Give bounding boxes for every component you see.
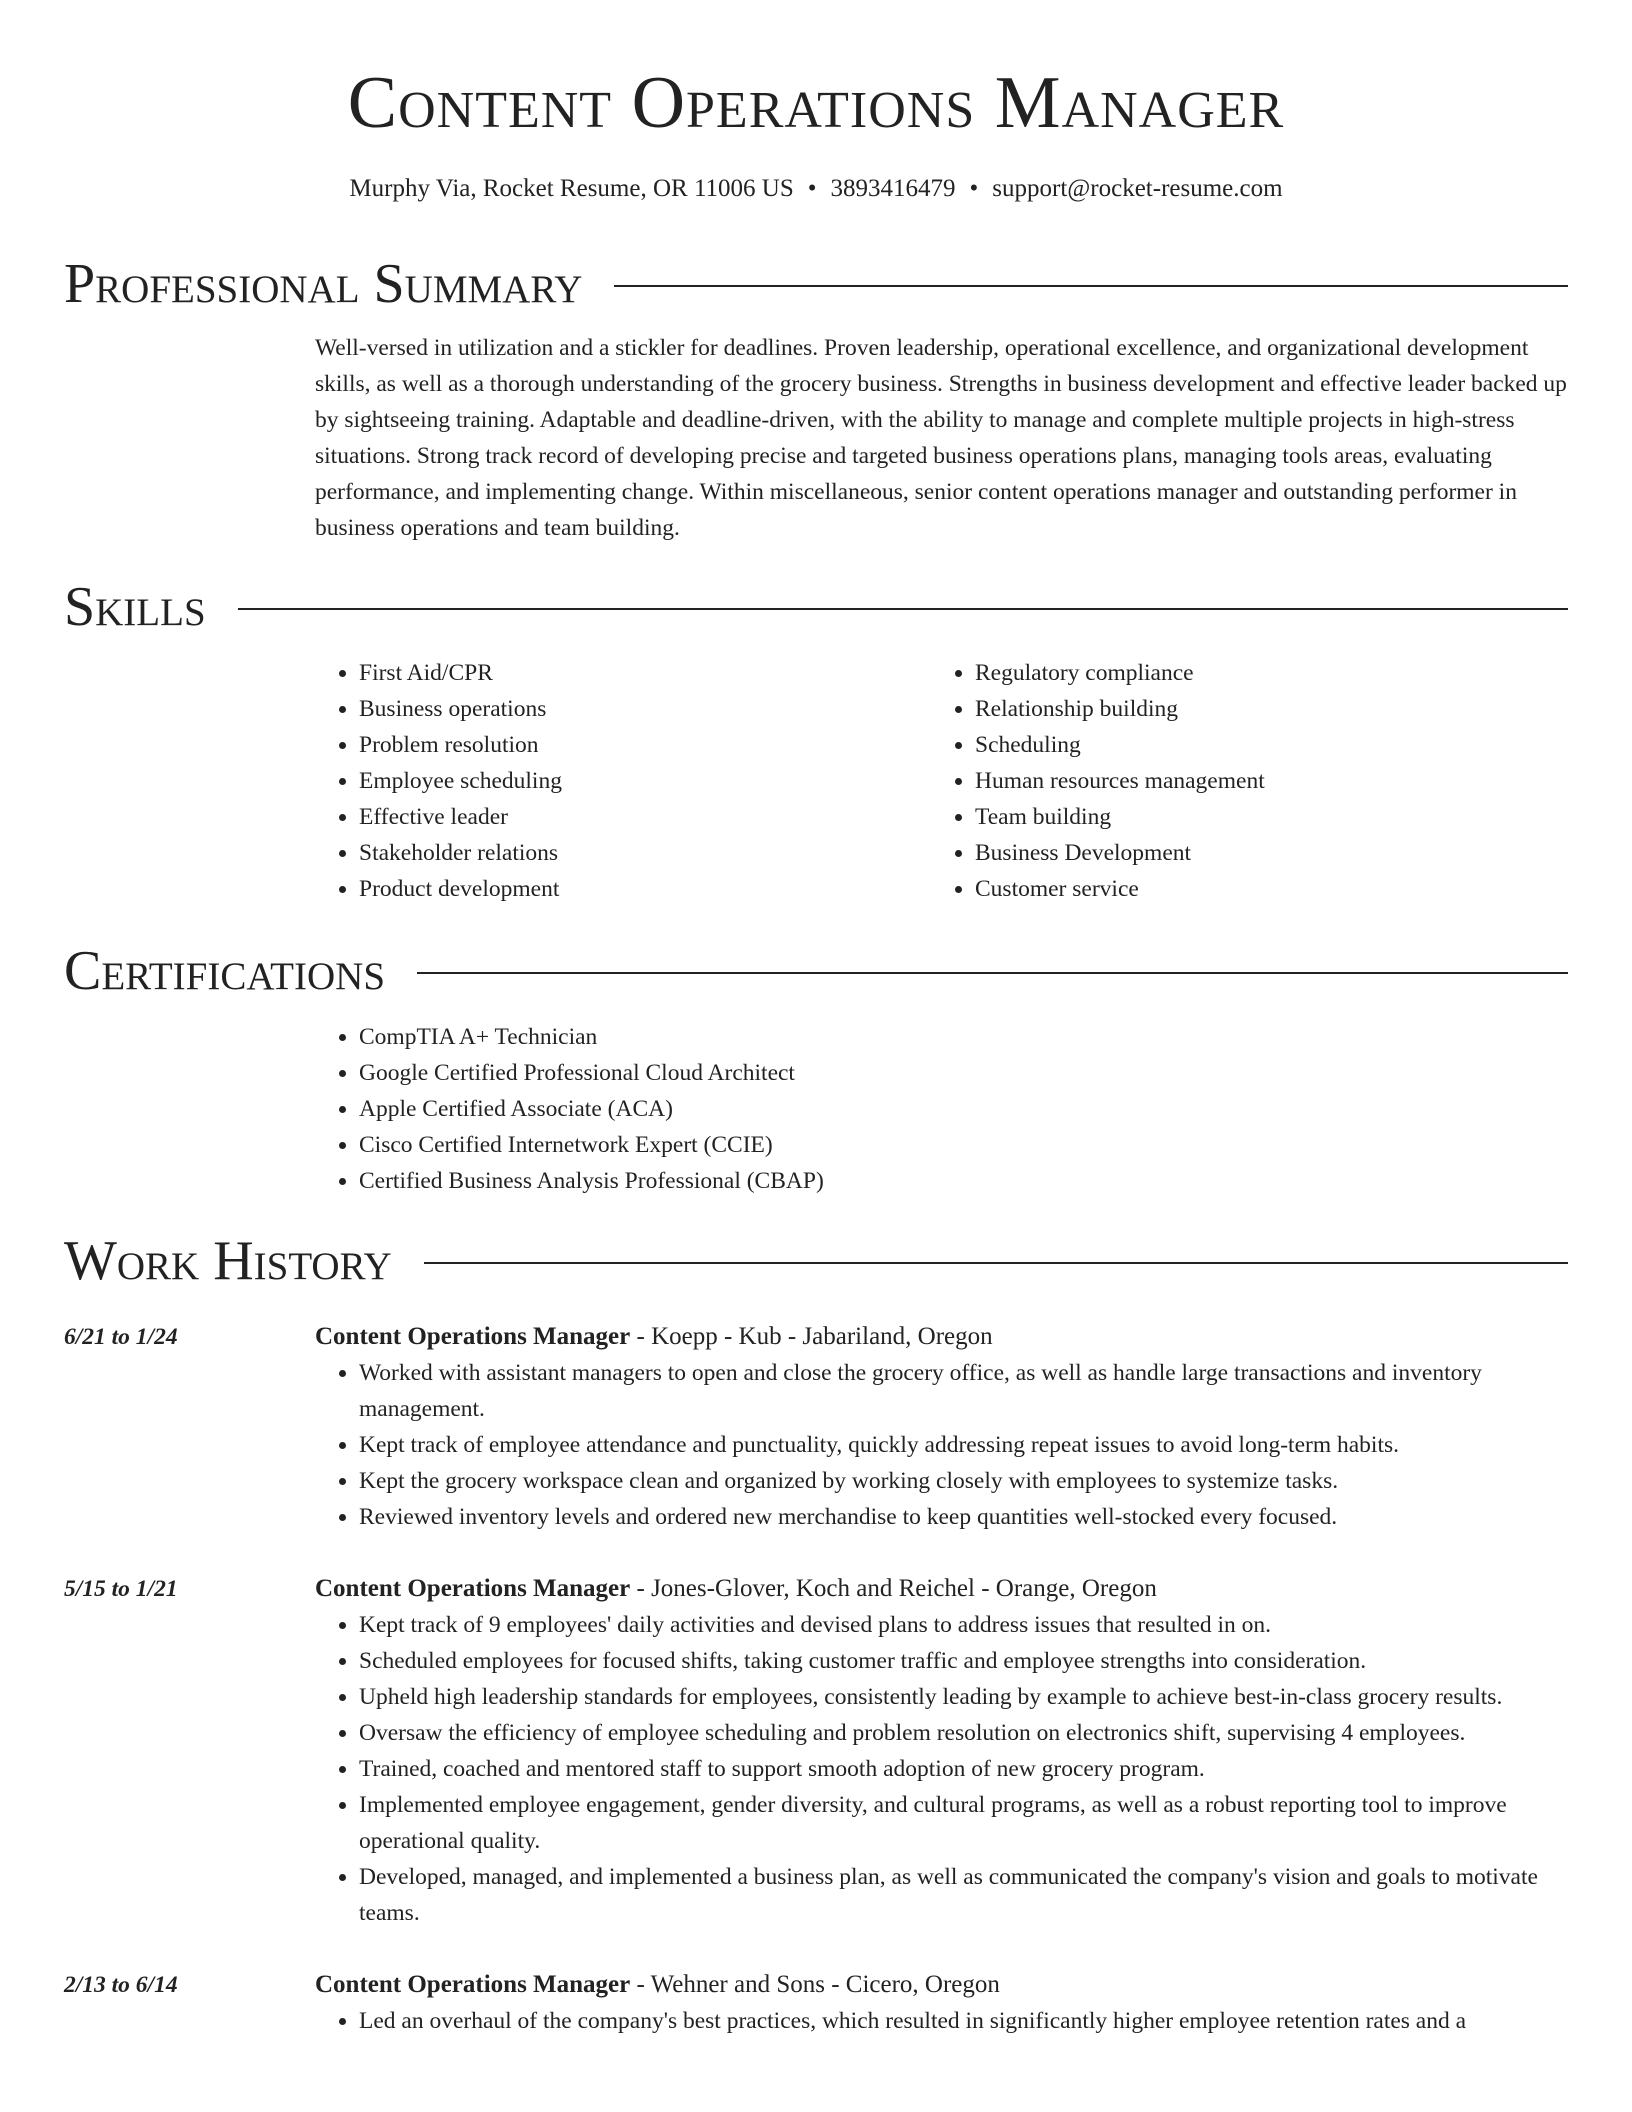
- job-entry: [64, 1319, 1568, 1535]
- work-history-heading-text: Work History: [64, 1230, 392, 1292]
- skills-heading-text: Skills: [64, 576, 206, 638]
- certifications-heading: [64, 940, 1568, 1002]
- job-bullet: • Scheduled employees for focused shifts, taking customer traffic and employee strengths into consideration.: [359, 1643, 1568, 1679]
- skills-list-left: [315, 655, 931, 907]
- contact-separator: •: [807, 175, 817, 202]
- job-bullet: • Upheld high leadership standards for employees, consistently leading by example to achieve best-in-class grocery results.: [359, 1679, 1568, 1715]
- skill-item: • Scheduling: [975, 727, 1547, 763]
- summary-heading: [64, 253, 1568, 315]
- work-history-heading: [64, 1230, 1568, 1292]
- skill-item: • Regulatory compliance: [975, 655, 1547, 691]
- skills-column-right: [931, 655, 1547, 907]
- certifications-bullets: [315, 1019, 1568, 1199]
- job-dates: 6/21 to 1/24: [64, 1324, 178, 1350]
- certification-item: • Apple Certified Associate (ACA): [359, 1091, 1568, 1127]
- skills-column-left: [315, 655, 931, 907]
- job-dates: 5/15 to 1/21: [64, 1576, 178, 1602]
- job-bullet: • Reviewed inventory levels and ordered new merchandise to keep quantities well-stocked every focused.: [359, 1499, 1568, 1535]
- job-title: Content Operations Manager: [315, 1323, 631, 1350]
- job-bullet: • Oversaw the efficiency of employee scheduling and problem resolution on electronics shift, supervising 4 employees.: [359, 1715, 1568, 1751]
- section-divider: [238, 608, 1568, 610]
- job-bullet: • Led an overhaul of the company's best practices, which resulted in significantly higher employee retention rates and a: [359, 2003, 1568, 2039]
- contact-email: support@rocket-resume.com: [992, 175, 1283, 202]
- job-company: - Jones-Glover, Koch and Reichel - Orange, Oregon: [630, 1575, 1157, 1602]
- job-entry: [64, 1571, 1568, 1931]
- skill-item: • Stakeholder relations: [359, 835, 931, 871]
- job-bullet: • Worked with assistant managers to open and close the grocery office, as well as handle large transactions and inventory management.: [359, 1355, 1568, 1427]
- skills-grid: [315, 655, 1568, 907]
- skill-item: • Business operations: [359, 691, 931, 727]
- job-header: [315, 1967, 1568, 2003]
- certifications-list: [315, 1019, 1568, 1199]
- job-title: Content Operations Manager: [315, 1971, 631, 1998]
- job-company: - Koepp - Kub - Jabariland, Oregon: [630, 1323, 993, 1350]
- summary-text: Well-versed in utilization and a stickler for deadlines. Proven leadership, operational excellence, and organizational development skills, as well as a thorough understanding of the grocery business. Strengths in business development and effective leader backed up by sightseeing training. Adaptable and deadline-driven, with the ability to manage and complete multiple projects in high-stress situations. Strong track record of developing precise and targeted business operations plans, managing tools areas, evaluating performance, and implementing change. Within miscellaneous, senior content operations manager and outstanding performer in business operations and team building.: [315, 335, 1567, 541]
- section-divider: [614, 285, 1568, 287]
- skills-heading: [64, 576, 1568, 638]
- job-bullet: • Trained, coached and mentored staff to support smooth adoption of new grocery program.: [359, 1751, 1568, 1787]
- certification-item: • Certified Business Analysis Professional (CBAP): [359, 1163, 1568, 1199]
- contact-line: [64, 174, 1568, 204]
- certification-item: • Cisco Certified Internetwork Expert (CCIE): [359, 1127, 1568, 1163]
- job-details: [315, 1967, 1568, 2039]
- certification-item: • CompTIA A+ Technician: [359, 1019, 1568, 1055]
- contact-phone: 3893416479: [830, 175, 956, 202]
- job-entry: [64, 1967, 1568, 2039]
- skill-item: • Relationship building: [975, 691, 1547, 727]
- certification-item: • Google Certified Professional Cloud Architect: [359, 1055, 1568, 1091]
- job-bullet: • Implemented employee engagement, gender diversity, and cultural programs, as well as a robust reporting tool to improve operational quality.: [359, 1787, 1568, 1859]
- skill-item: • Product development: [359, 871, 931, 907]
- job-bullets: [315, 1355, 1568, 1535]
- job-header: [315, 1319, 1568, 1355]
- section-divider: [424, 1262, 1568, 1264]
- resume-title: Content Operations Manager: [347, 62, 1285, 144]
- job-dates: 2/13 to 6/14: [64, 1972, 178, 1998]
- job-details: [315, 1571, 1568, 1931]
- job-bullets: [315, 2003, 1568, 2039]
- skill-item: • Employee scheduling: [359, 763, 931, 799]
- contact-separator: •: [969, 175, 979, 202]
- job-title: Content Operations Manager: [315, 1575, 631, 1602]
- job-details: [315, 1319, 1568, 1535]
- skill-item: • Effective leader: [359, 799, 931, 835]
- certifications-heading-text: Certifications: [64, 940, 386, 1002]
- job-company: - Wehner and Sons - Cicero, Oregon: [630, 1971, 1000, 1998]
- summary-heading-text: Professional Summary: [64, 253, 583, 315]
- contact-address: Murphy Via, Rocket Resume, OR 11006 US: [349, 175, 794, 202]
- skill-item: • Team building: [975, 799, 1547, 835]
- job-bullet: • Developed, managed, and implemented a business plan, as well as communicated the company's vision and goals to motivate teams.: [359, 1859, 1568, 1931]
- skill-item: • Customer service: [975, 871, 1547, 907]
- job-header: [315, 1571, 1568, 1607]
- section-divider: [417, 972, 1568, 974]
- skill-item: • Business Development: [975, 835, 1547, 871]
- skills-list-right: [931, 655, 1547, 907]
- skill-item: • Problem resolution: [359, 727, 931, 763]
- skill-item: • Human resources management: [975, 763, 1547, 799]
- job-bullet: • Kept the grocery workspace clean and organized by working closely with employees to systemize tasks.: [359, 1463, 1568, 1499]
- skill-item: • First Aid/CPR: [359, 655, 931, 691]
- job-bullets: [315, 1607, 1568, 1931]
- job-bullet: • Kept track of 9 employees' daily activities and devised plans to address issues that resulted in on.: [359, 1607, 1568, 1643]
- job-bullet: • Kept track of employee attendance and punctuality, quickly addressing repeat issues to avoid long-term habits.: [359, 1427, 1568, 1463]
